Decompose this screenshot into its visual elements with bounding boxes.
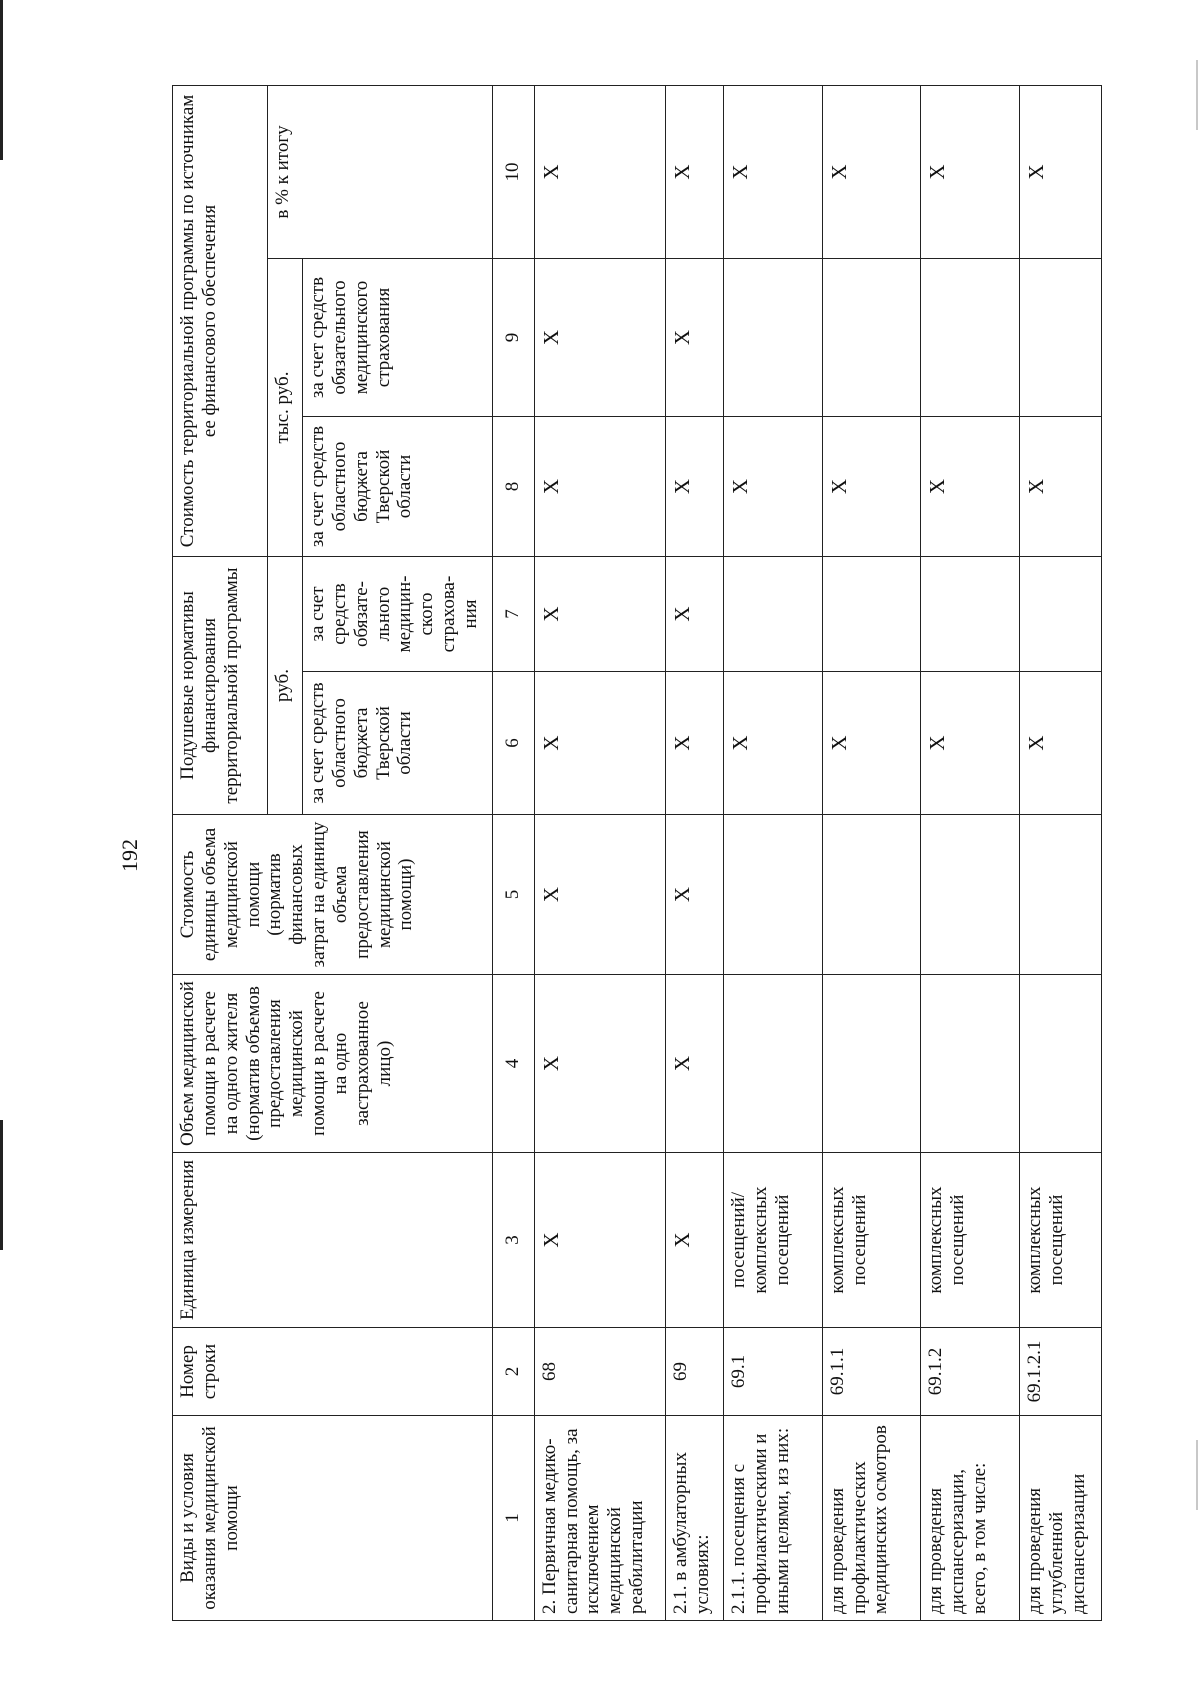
column-number: 7: [493, 557, 535, 672]
column-number: 9: [493, 259, 535, 417]
column-number: 6: [493, 672, 535, 815]
row-name: 2.1.1. посещения с профилактическими и иными целями, из них:: [724, 1416, 823, 1621]
row-unit-cost: [822, 815, 921, 975]
header-unit: Единица измерения: [173, 1153, 493, 1328]
row-unit-cost: [921, 815, 1020, 975]
row-cost-regional: X: [822, 417, 921, 557]
row-norm-regional: X: [921, 672, 1020, 815]
column-number: 2: [493, 1328, 535, 1416]
row-unit: комплексных посещений: [1020, 1153, 1102, 1328]
row-cost-oms: [1020, 259, 1102, 417]
page-number: 192: [117, 839, 142, 872]
row-unit: комплексных посещений: [921, 1153, 1020, 1328]
row-norm-oms: X: [666, 557, 724, 672]
row-volume: [921, 975, 1020, 1153]
financing-table-wrapper: [172, 86, 1102, 1621]
row-cost-oms: [822, 259, 921, 417]
header-norm-oms: за счет средств обязате-льного медицин-ского страхова-ния: [303, 557, 493, 672]
row-percent: X: [724, 85, 823, 258]
row-cost-regional: X: [666, 417, 724, 557]
row-line-number: 69.1.1: [822, 1328, 921, 1416]
row-percent: X: [822, 85, 921, 258]
row-percent: X: [666, 85, 724, 258]
row-name: 2. Первичная медико-санитарная помощь, за исключением медицинской реабилитации: [534, 1416, 666, 1621]
row-unit-cost: X: [666, 815, 724, 975]
scan-edge-mark-bottom: [1196, 1440, 1198, 1510]
table-row: [921, 85, 1020, 1620]
row-cost-oms: X: [666, 259, 724, 417]
row-cost-oms: [724, 259, 823, 417]
column-number: 3: [493, 1153, 535, 1328]
header-percent-total: в % к итогу: [268, 85, 493, 258]
header-cost-oms: за счет средств обязательного медицинского страхования: [303, 259, 493, 417]
table-row: [1020, 85, 1102, 1620]
row-name: для проведения углубленной диспансеризации: [1020, 1416, 1102, 1621]
row-line-number: 69: [666, 1328, 724, 1416]
row-cost-regional: X: [1020, 417, 1102, 557]
row-volume: [822, 975, 921, 1153]
row-norm-regional: X: [822, 672, 921, 815]
row-line-number: 68: [534, 1328, 666, 1416]
row-percent: X: [921, 85, 1020, 258]
row-unit-cost: X: [534, 815, 666, 975]
row-unit-cost: [1020, 815, 1102, 975]
table-row: [534, 85, 666, 1620]
row-cost-oms: [921, 259, 1020, 417]
row-unit: X: [666, 1153, 724, 1328]
header-rub: руб.: [268, 557, 303, 815]
row-norm-oms: [921, 557, 1020, 672]
scan-border-bottom: [0, 1120, 3, 1250]
row-volume: [724, 975, 823, 1153]
row-cost-regional: X: [921, 417, 1020, 557]
row-line-number: 69.1.2: [921, 1328, 1020, 1416]
column-number: 4: [493, 975, 535, 1153]
header-line-number: Номер строки: [173, 1328, 493, 1416]
row-norm-oms: [1020, 557, 1102, 672]
row-name: для проведения диспансеризации, всего, в том числе:: [921, 1416, 1020, 1621]
row-volume: X: [534, 975, 666, 1153]
table-row: [822, 85, 921, 1620]
row-cost-regional: X: [534, 417, 666, 557]
row-norm-regional: X: [666, 672, 724, 815]
header-thousand-rub: тыс. руб.: [268, 259, 303, 557]
row-unit: посещений/ комплексных посещений: [724, 1153, 823, 1328]
row-percent: X: [1020, 85, 1102, 258]
row-volume: X: [666, 975, 724, 1153]
row-cost-oms: X: [534, 259, 666, 417]
row-norm-regional: X: [534, 672, 666, 815]
row-volume: [1020, 975, 1102, 1153]
header-per-capita-norms: Подушевые нормативы финансирования территориальной программы: [173, 557, 268, 815]
row-norm-regional: X: [1020, 672, 1102, 815]
header-norm-regional-budget: за счет средств областного бюджета Тверской области: [303, 672, 493, 815]
header-program-cost: Стоимость территориальной программы по источникам ее финансового обеспечения: [173, 85, 268, 556]
scan-edge-mark-top: [1196, 60, 1198, 130]
column-number: 10: [493, 85, 535, 258]
row-line-number: 69.1.2.1: [1020, 1328, 1102, 1416]
row-line-number: 69.1: [724, 1328, 823, 1416]
table-row: [666, 85, 724, 1620]
table-row: [724, 85, 823, 1620]
column-number: 5: [493, 815, 535, 975]
row-name: для проведения профилактических медицинских осмотров: [822, 1416, 921, 1621]
header-type-of-care: Виды и условия оказания медицинской помощи: [173, 1416, 493, 1621]
row-norm-oms: [724, 557, 823, 672]
row-norm-oms: [822, 557, 921, 672]
header-volume: Объем медицинской помощи в расчете на одного жителя (норматив объемов предоставления медицинской помощи в расчете на одно застрахованное лицо): [173, 975, 493, 1153]
row-cost-regional: X: [724, 417, 823, 557]
row-unit: X: [534, 1153, 666, 1328]
row-name: 2.1. в амбулаторных условиях:: [666, 1416, 724, 1621]
column-number-row: [493, 85, 535, 1620]
scan-border-top: [0, 0, 3, 160]
row-unit: комплексных посещений: [822, 1153, 921, 1328]
column-number: 8: [493, 417, 535, 557]
column-number: 1: [493, 1416, 535, 1621]
row-unit-cost: [724, 815, 823, 975]
row-norm-oms: X: [534, 557, 666, 672]
header-unit-cost: Стоимость единицы объема медицинской помощи (норматив финансовых затрат на единицу объема предоставления медицинской помощи): [173, 815, 493, 975]
row-norm-regional: X: [724, 672, 823, 815]
header-cost-regional-budget: за счет средств областного бюджета Тверской области: [303, 417, 493, 557]
financing-table: [172, 85, 1102, 1621]
row-percent: X: [534, 85, 666, 258]
